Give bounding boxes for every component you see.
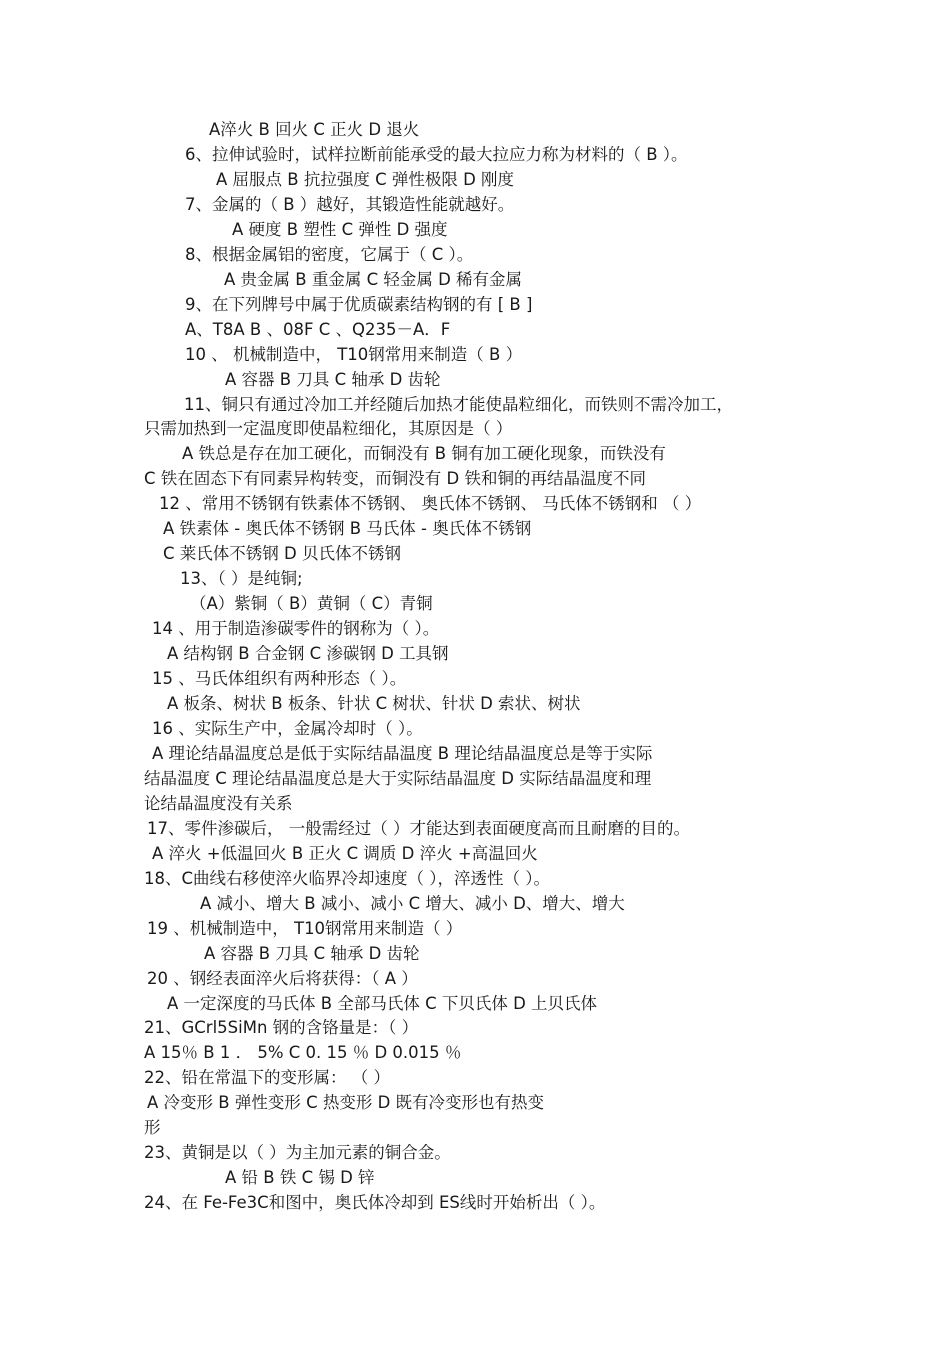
text-line: 10 、 机械制造中， T10钢常用来制造（ B ） — [185, 345, 523, 364]
text-line: 结晶温度 C 理论结晶温度总是大于实际结晶温度 D 实际结晶温度和理 — [144, 769, 652, 788]
text-line: A 铅 B 铁 C 锡 D 锌 — [225, 1168, 375, 1187]
text-line: 19 、机械制造中， T10钢常用来制造（ ） — [147, 919, 463, 938]
text-line: 16 、实际生产中，金属冷却时（ ）。 — [152, 719, 423, 738]
text-line: 11、铜只有通过冷加工并经随后加热才能使晶粒细化，而铁则不需冷加工， — [184, 395, 733, 414]
text-line: A、T8A B 、08F C 、Q235－A．F — [185, 320, 451, 339]
text-line: 21、GCrl5SiMn 钢的含铬量是：（ ） — [144, 1018, 419, 1037]
text-line: A 屈服点 B 抗拉强度 C 弹性极限 D 刚度 — [216, 170, 515, 189]
text-line: A 一定深度的马氏体 B 全部马氏体 C 下贝氏体 D 上贝氏体 — [167, 994, 598, 1013]
text-line: A 板条、树状 B 板条、针状 C 树状、针状 D 索状、树状 — [167, 694, 581, 713]
text-line: A 冷变形 B 弹性变形 C 热变形 D 既有冷变形也有热变 — [147, 1093, 545, 1112]
text-line: A 铁素体 - 奥氏体不锈钢 B 马氏体 - 奥氏体不锈钢 — [163, 519, 532, 538]
text-line: A 结构钢 B 合金钢 C 渗碳钢 D 工具钢 — [167, 644, 449, 663]
text-line: 15 、马氏体组织有两种形态（ ）。 — [152, 669, 407, 688]
text-line: 论结晶温度没有关系 — [144, 794, 293, 813]
text-line: 形 — [144, 1118, 161, 1137]
text-line: 9、在下列牌号中属于优质碳素结构钢的有 [ B ] — [185, 295, 533, 314]
text-line: 24、在 Fe-Fe3C和图中，奥氏体冷却到 ES线时开始析出（ ）。 — [144, 1193, 606, 1212]
text-line: 23、黄铜是以（ ）为主加元素的铜合金。 — [144, 1143, 451, 1162]
text-line: （A）紫铜（ B）黄铜（ C）青铜 — [190, 594, 433, 613]
text-line: A 硬度 B 塑性 C 弹性 D 强度 — [232, 220, 448, 239]
text-line: A淬火 B 回火 C 正火 D 退火 — [209, 120, 420, 139]
text-line: 22、铅在常温下的变形属： （ ） — [144, 1068, 390, 1087]
text-line: C 莱氏体不锈钢 D 贝氏体不锈钢 — [163, 544, 401, 563]
text-line: 20 、钢经表面淬火后将获得：（ A ） — [147, 969, 418, 988]
text-line: A 15％ B 1 ． 5% C 0. 15 ％ D 0.015 ％ — [144, 1043, 462, 1062]
text-line: A 淬火 +低温回火 B 正火 C 调质 D 淬火 +高温回火 — [152, 844, 538, 863]
text-line: 14 、用于制造渗碳零件的钢称为（ ）。 — [152, 619, 440, 638]
text-line: A 容器 B 刀具 C 轴承 D 齿轮 — [225, 370, 441, 389]
text-line: 只需加热到一定温度即使晶粒细化，其原因是（ ） — [144, 419, 513, 438]
text-line: 13、（ ）是纯铜; — [180, 569, 303, 588]
text-line: C 铁在固态下有同素异构转变，而铜没有 D 铁和铜的再结晶温度不同 — [144, 469, 646, 488]
text-line: A 贵金属 B 重金属 C 轻金属 D 稀有金属 — [224, 270, 523, 289]
text-line: 8、根据金属铝的密度，它属于（ C ）。 — [185, 245, 474, 264]
text-line: 18、C曲线右移使淬火临界冷却速度（ ），淬透性（ ）。 — [144, 869, 551, 888]
text-line: A 铁总是存在加工硬化，而铜没有 B 铜有加工硬化现象，而铁没有 — [182, 444, 666, 463]
text-line: 12 、常用不锈钢有铁素体不锈钢、 奥氏体不锈钢、 马氏体不锈钢和 （ ） — [159, 494, 702, 513]
text-line: 17、零件渗碳后， 一般需经过（ ）才能达到表面硬度高而且耐磨的目的。 — [147, 819, 690, 838]
text-line: A 理论结晶温度总是低于实际结晶温度 B 理论结晶温度总是等于实际 — [152, 744, 653, 763]
text-line: 7、金属的（ B ）越好，其锻造性能就越好。 — [185, 195, 515, 214]
text-line: 6、拉伸试验时，试样拉断前能承受的最大拉应力称为材料的（ B ）。 — [185, 145, 688, 164]
text-line: A 减小、增大 B 减小、减小 C 增大、减小 D、增大、增大 — [200, 894, 625, 913]
text-line: A 容器 B 刀具 C 轴承 D 齿轮 — [204, 944, 420, 963]
